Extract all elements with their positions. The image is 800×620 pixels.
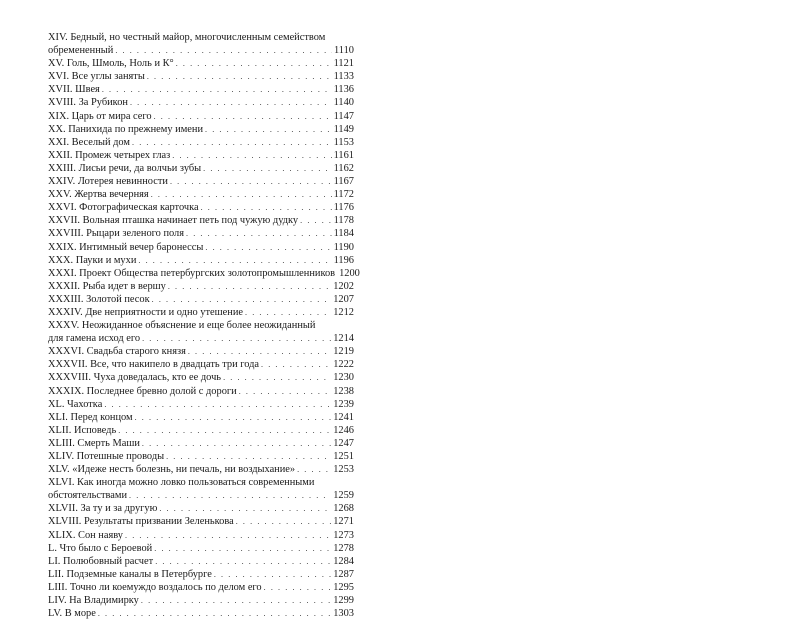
toc-entry — [48, 450, 354, 463]
toc-entry-title: XLIII. Смерть Маши — [48, 437, 140, 449]
toc-entry-row — [48, 529, 354, 542]
toc-entry-row — [48, 44, 354, 57]
toc-entry — [48, 293, 354, 306]
toc-entry-page-number: 1167 — [333, 176, 354, 188]
toc-entry-page-number: 1178 — [333, 215, 354, 227]
toc-entry — [48, 70, 354, 83]
toc-entry-title-line: XXXV. Неожиданное объяснение и еще более неожиданный — [48, 320, 316, 332]
toc-entry — [48, 385, 354, 398]
toc-entry-title: XL. Чахотка — [48, 398, 103, 410]
dot-leader — [214, 568, 331, 581]
toc-entry-row — [48, 345, 354, 358]
toc-entry-page-number: 1278 — [333, 542, 354, 554]
toc-entry-row — [48, 411, 354, 424]
toc-entry-title: L. Что было с Бероевой — [48, 542, 153, 554]
dot-leader — [155, 555, 331, 568]
toc-entry-title: обремененный — [48, 45, 114, 57]
dot-leader — [203, 162, 331, 175]
toc-entry-title: XXX. Пауки и мухи — [48, 254, 137, 266]
toc-entry-row — [48, 502, 354, 515]
toc-entry-title: XXIII. Лисьи речи, да волчьи зубы — [48, 162, 202, 174]
toc-entry-row — [48, 489, 354, 502]
toc-entry — [48, 581, 354, 594]
toc-entry-title: XXIV. Лотерея невинности — [48, 176, 168, 188]
toc-entry-title: XLIX. Сон наяву — [48, 529, 123, 541]
toc-entry-page-number: 1253 — [333, 464, 354, 476]
toc-entry-title: XXXVII. Все, что накипело в двадцать три года — [48, 359, 260, 371]
toc-entry — [48, 149, 354, 162]
toc-entry-page-number: 1230 — [333, 372, 354, 384]
toc-entry-page-number: 1246 — [333, 424, 354, 436]
dot-leader — [166, 450, 331, 463]
toc-entry — [48, 463, 354, 476]
toc-entry — [48, 542, 354, 555]
toc-entry-title: XXVI. Фотографическая карточка — [48, 202, 199, 214]
dot-leader — [152, 293, 332, 306]
dot-leader — [129, 489, 331, 502]
toc-entry-row — [48, 83, 354, 96]
toc-entry — [48, 83, 354, 96]
dot-leader — [300, 214, 331, 227]
dot-leader — [132, 136, 332, 149]
toc-entry-page-number: 1287 — [333, 568, 354, 580]
dot-leader — [297, 463, 331, 476]
toc-entry — [48, 31, 354, 57]
dot-leader — [154, 542, 331, 555]
toc-entry-title: XXXIV. Две неприятности и одно утешение — [48, 306, 243, 318]
toc-entry-page-number: 1259 — [333, 490, 354, 502]
toc-entry-title: XXI. Веселый дом — [48, 136, 130, 148]
toc-entry-title: XLII. Исповедь — [48, 424, 117, 436]
toc-entry-row — [48, 293, 354, 306]
toc-entry-page-number: 1149 — [333, 123, 354, 135]
dot-leader — [186, 227, 332, 240]
toc-entry-page-number: 1238 — [333, 385, 354, 397]
toc-entry-row — [48, 214, 354, 227]
toc-entry — [48, 188, 354, 201]
toc-entry-title: XXXVIII. Чуха доведалась, кто ее дочь — [48, 372, 222, 384]
toc-entry — [48, 201, 354, 214]
toc-entry — [48, 437, 354, 450]
toc-entry-title: LI. Полюбовный расчет — [48, 555, 154, 567]
toc-entry-page-number: 1241 — [333, 411, 354, 423]
toc-entry-row — [48, 70, 354, 83]
toc-entry-page-number: 1284 — [333, 555, 354, 567]
toc-entry-title: XLI. Перед концом — [48, 411, 133, 423]
toc-entry-row — [48, 515, 354, 528]
toc-entry-page-number: 1247 — [333, 437, 354, 449]
toc-entry-row — [48, 568, 354, 581]
dot-leader — [223, 371, 331, 384]
dot-leader — [176, 57, 332, 70]
dot-leader — [201, 201, 332, 214]
toc-entry-row — [48, 555, 354, 568]
toc-entry — [48, 358, 354, 371]
toc-entry-page-number: 1202 — [333, 280, 354, 292]
toc-entry-title-line: XIV. Бедный, но честный майор, многочисленным семейством — [48, 32, 326, 43]
dot-leader — [142, 437, 331, 450]
toc-entry — [48, 555, 354, 568]
toc-entry — [48, 371, 354, 384]
dot-leader — [245, 306, 331, 319]
toc-entry-page-number: 1239 — [333, 398, 354, 410]
toc-entry-title: LIV. На Владимирку — [48, 595, 139, 607]
dot-leader — [151, 188, 332, 201]
toc-entry-row — [48, 607, 354, 620]
toc-entry-page-number: 1200 — [339, 267, 360, 279]
toc-entry-row — [48, 306, 354, 319]
toc-entry — [48, 398, 354, 411]
toc-entry-title: XVIII. За Рубикон — [48, 97, 128, 109]
dot-leader — [125, 529, 331, 542]
toc-entry-row — [48, 136, 354, 149]
toc-entry-row — [48, 280, 354, 293]
toc-entry-row — [48, 254, 354, 267]
toc-entry-title: XXII. Промеж четырех глаз — [48, 149, 171, 161]
toc-entry-page-number: 1190 — [333, 241, 354, 253]
dot-leader — [142, 332, 331, 345]
toc-entry-row — [48, 594, 354, 607]
toc-entry-row — [48, 463, 354, 476]
dot-leader — [170, 175, 332, 188]
toc-entry — [48, 280, 354, 293]
dot-leader — [172, 149, 331, 162]
toc-entry — [48, 424, 354, 437]
toc-entry-row — [48, 188, 354, 201]
toc-entry-page-number: 1176 — [333, 202, 354, 214]
dot-leader — [261, 358, 331, 371]
toc-entry-row — [48, 241, 354, 254]
toc-entry-page-number: 1251 — [333, 451, 354, 462]
dot-leader — [188, 345, 331, 358]
toc-entry-title: XLVII. За ту и за другую — [48, 503, 158, 515]
toc-entry-row — [48, 57, 354, 70]
toc-entry-page-number: 1268 — [333, 503, 354, 515]
toc-entry — [48, 57, 354, 70]
toc-entry — [48, 515, 354, 528]
toc-entry-row — [48, 542, 354, 555]
toc-entry-title: обстоятельствами — [48, 490, 128, 502]
toc-entry-title: XVII. Швея — [48, 84, 100, 96]
toc-entry-row — [48, 332, 354, 345]
toc-entry-page-number: 1133 — [333, 71, 354, 83]
toc-entry-row — [48, 385, 354, 398]
toc-entry-title: для гамена исход его — [48, 333, 141, 345]
toc-entry-page-number: 1271 — [333, 516, 354, 528]
toc-entry-row — [48, 581, 354, 594]
dot-leader — [236, 515, 331, 528]
table-of-contents — [48, 31, 360, 620]
toc-entry-row — [48, 96, 354, 109]
toc-entry-title: XXXIII. Золотой песок — [48, 293, 150, 305]
toc-entry-page-number: 1299 — [333, 595, 354, 607]
toc-entry — [48, 254, 354, 267]
toc-entry-page-number: 1153 — [333, 136, 354, 148]
toc-entry-title-line: XLVI. Как иногда можно ловко пользоваться современными — [48, 477, 315, 489]
toc-entry-row — [48, 358, 354, 371]
dot-leader — [98, 607, 331, 620]
toc-entry — [48, 476, 354, 502]
toc-entry — [48, 175, 354, 188]
toc-entry-page-number: 1295 — [333, 581, 354, 593]
toc-entry-page-number: 1222 — [333, 359, 354, 371]
toc-entry-title: XXXVI. Свадьба старого князя — [48, 346, 186, 358]
toc-entry — [48, 227, 354, 240]
toc-entry-title: XLV. «Идеже несть болезнь, ни печаль, ни воздыхание» — [48, 464, 296, 476]
dot-leader — [115, 44, 332, 57]
toc-entry-row — [48, 424, 354, 437]
toc-entry-title: XV. Голь, Шмоль, Ноль и К° — [48, 58, 174, 70]
toc-entry-title: XXXIX. Последнее бревно долой с дороги — [48, 385, 237, 397]
dot-leader — [102, 83, 332, 96]
toc-entry-page-number: 1140 — [333, 97, 354, 109]
toc-entry-page-number: 1303 — [333, 608, 354, 620]
toc-entry — [48, 607, 354, 620]
toc-entry-row — [48, 123, 354, 136]
toc-entry — [48, 136, 354, 149]
toc-entry-title: XVI. Все углы заняты — [48, 71, 145, 83]
toc-entry-title: XLVIII. Результаты призвании Зеленькова — [48, 516, 234, 528]
toc-entry-page-number: 1184 — [333, 228, 354, 240]
toc-entry — [48, 411, 354, 424]
dot-leader — [205, 241, 331, 254]
toc-entry-page-number: 1207 — [333, 293, 354, 305]
toc-entry — [48, 110, 354, 123]
toc-entry-title: XXV. Жертва вечерняя — [48, 189, 149, 201]
dot-leader — [141, 594, 331, 607]
dot-leader — [205, 123, 332, 136]
dot-leader — [264, 581, 332, 594]
toc-entry-page-number: 1121 — [333, 58, 354, 70]
dot-leader — [104, 398, 331, 411]
toc-entry — [48, 568, 354, 581]
toc-entry — [48, 502, 354, 515]
toc-entry — [48, 123, 354, 136]
toc-entry — [48, 306, 354, 319]
toc-entry — [48, 241, 354, 254]
dot-leader — [154, 110, 332, 123]
toc-entry-page-number: 1172 — [333, 189, 354, 201]
toc-entry-title: LV. В море — [48, 608, 96, 620]
dot-leader — [130, 96, 332, 109]
toc-entry-title: XXXI. Проект Общества петербургских золотопромышленников — [48, 267, 336, 279]
toc-entry — [48, 345, 354, 358]
toc-entry-row — [48, 175, 354, 188]
toc-entry — [48, 529, 354, 542]
toc-entry-page-number: 1136 — [333, 84, 354, 96]
toc-entry-title: XXIX. Интимный вечер баронессы — [48, 241, 204, 253]
toc-entry-title: XLIV. Потешные проводы — [48, 451, 165, 462]
toc-entry-page-number: 1196 — [333, 254, 354, 266]
toc-entry — [48, 96, 354, 109]
toc-entry-row — [48, 398, 354, 411]
toc-entry-row — [48, 162, 354, 175]
toc-entry-title: LIII. Точно ли коемуждо воздалось по делом его — [48, 581, 262, 593]
dot-leader — [159, 502, 331, 515]
toc-entry-page-number: 1214 — [333, 333, 354, 345]
toc-entry-title: XXXII. Рыба идет в вершу — [48, 280, 166, 292]
dot-leader — [239, 385, 332, 398]
toc-entry-row — [48, 149, 354, 162]
toc-entry-page-number: 1273 — [333, 529, 354, 541]
toc-entry-page-number: 1161 — [333, 149, 354, 161]
dot-leader — [168, 280, 331, 293]
toc-entry-title: XXVIII. Рыцари зеленого поля — [48, 228, 185, 240]
toc-entry-title: LII. Подземные каналы в Петербурге — [48, 568, 212, 580]
toc-entry-page-number: 1110 — [333, 45, 354, 57]
toc-entry-row — [48, 110, 354, 123]
toc-entry-row — [48, 437, 354, 450]
dot-leader — [118, 424, 331, 437]
toc-entry-title: XXVII. Вольная пташка начинает петь под чужую дудку — [48, 215, 299, 227]
toc-entry — [48, 594, 354, 607]
toc-entry-page-number: 1147 — [333, 110, 354, 122]
toc-entry-title: XIX. Царь от мира сего — [48, 110, 152, 122]
toc-entry-row — [48, 371, 354, 384]
toc-entry — [48, 214, 354, 227]
dot-leader — [135, 411, 332, 424]
toc-entry-page-number: 1162 — [333, 162, 354, 174]
toc-entry-page-number: 1219 — [333, 346, 354, 358]
toc-entry-row — [48, 450, 354, 463]
toc-entry-title: XX. Панихида по прежнему имени — [48, 123, 204, 135]
dot-leader — [147, 70, 332, 83]
toc-entry-row — [48, 227, 354, 240]
toc-entry-row — [48, 267, 360, 280]
toc-entry-page-number: 1212 — [333, 306, 354, 318]
toc-entry — [48, 319, 354, 345]
toc-entry — [48, 162, 354, 175]
toc-entry-row — [48, 201, 354, 214]
toc-entry — [48, 267, 360, 280]
dot-leader — [138, 254, 331, 267]
